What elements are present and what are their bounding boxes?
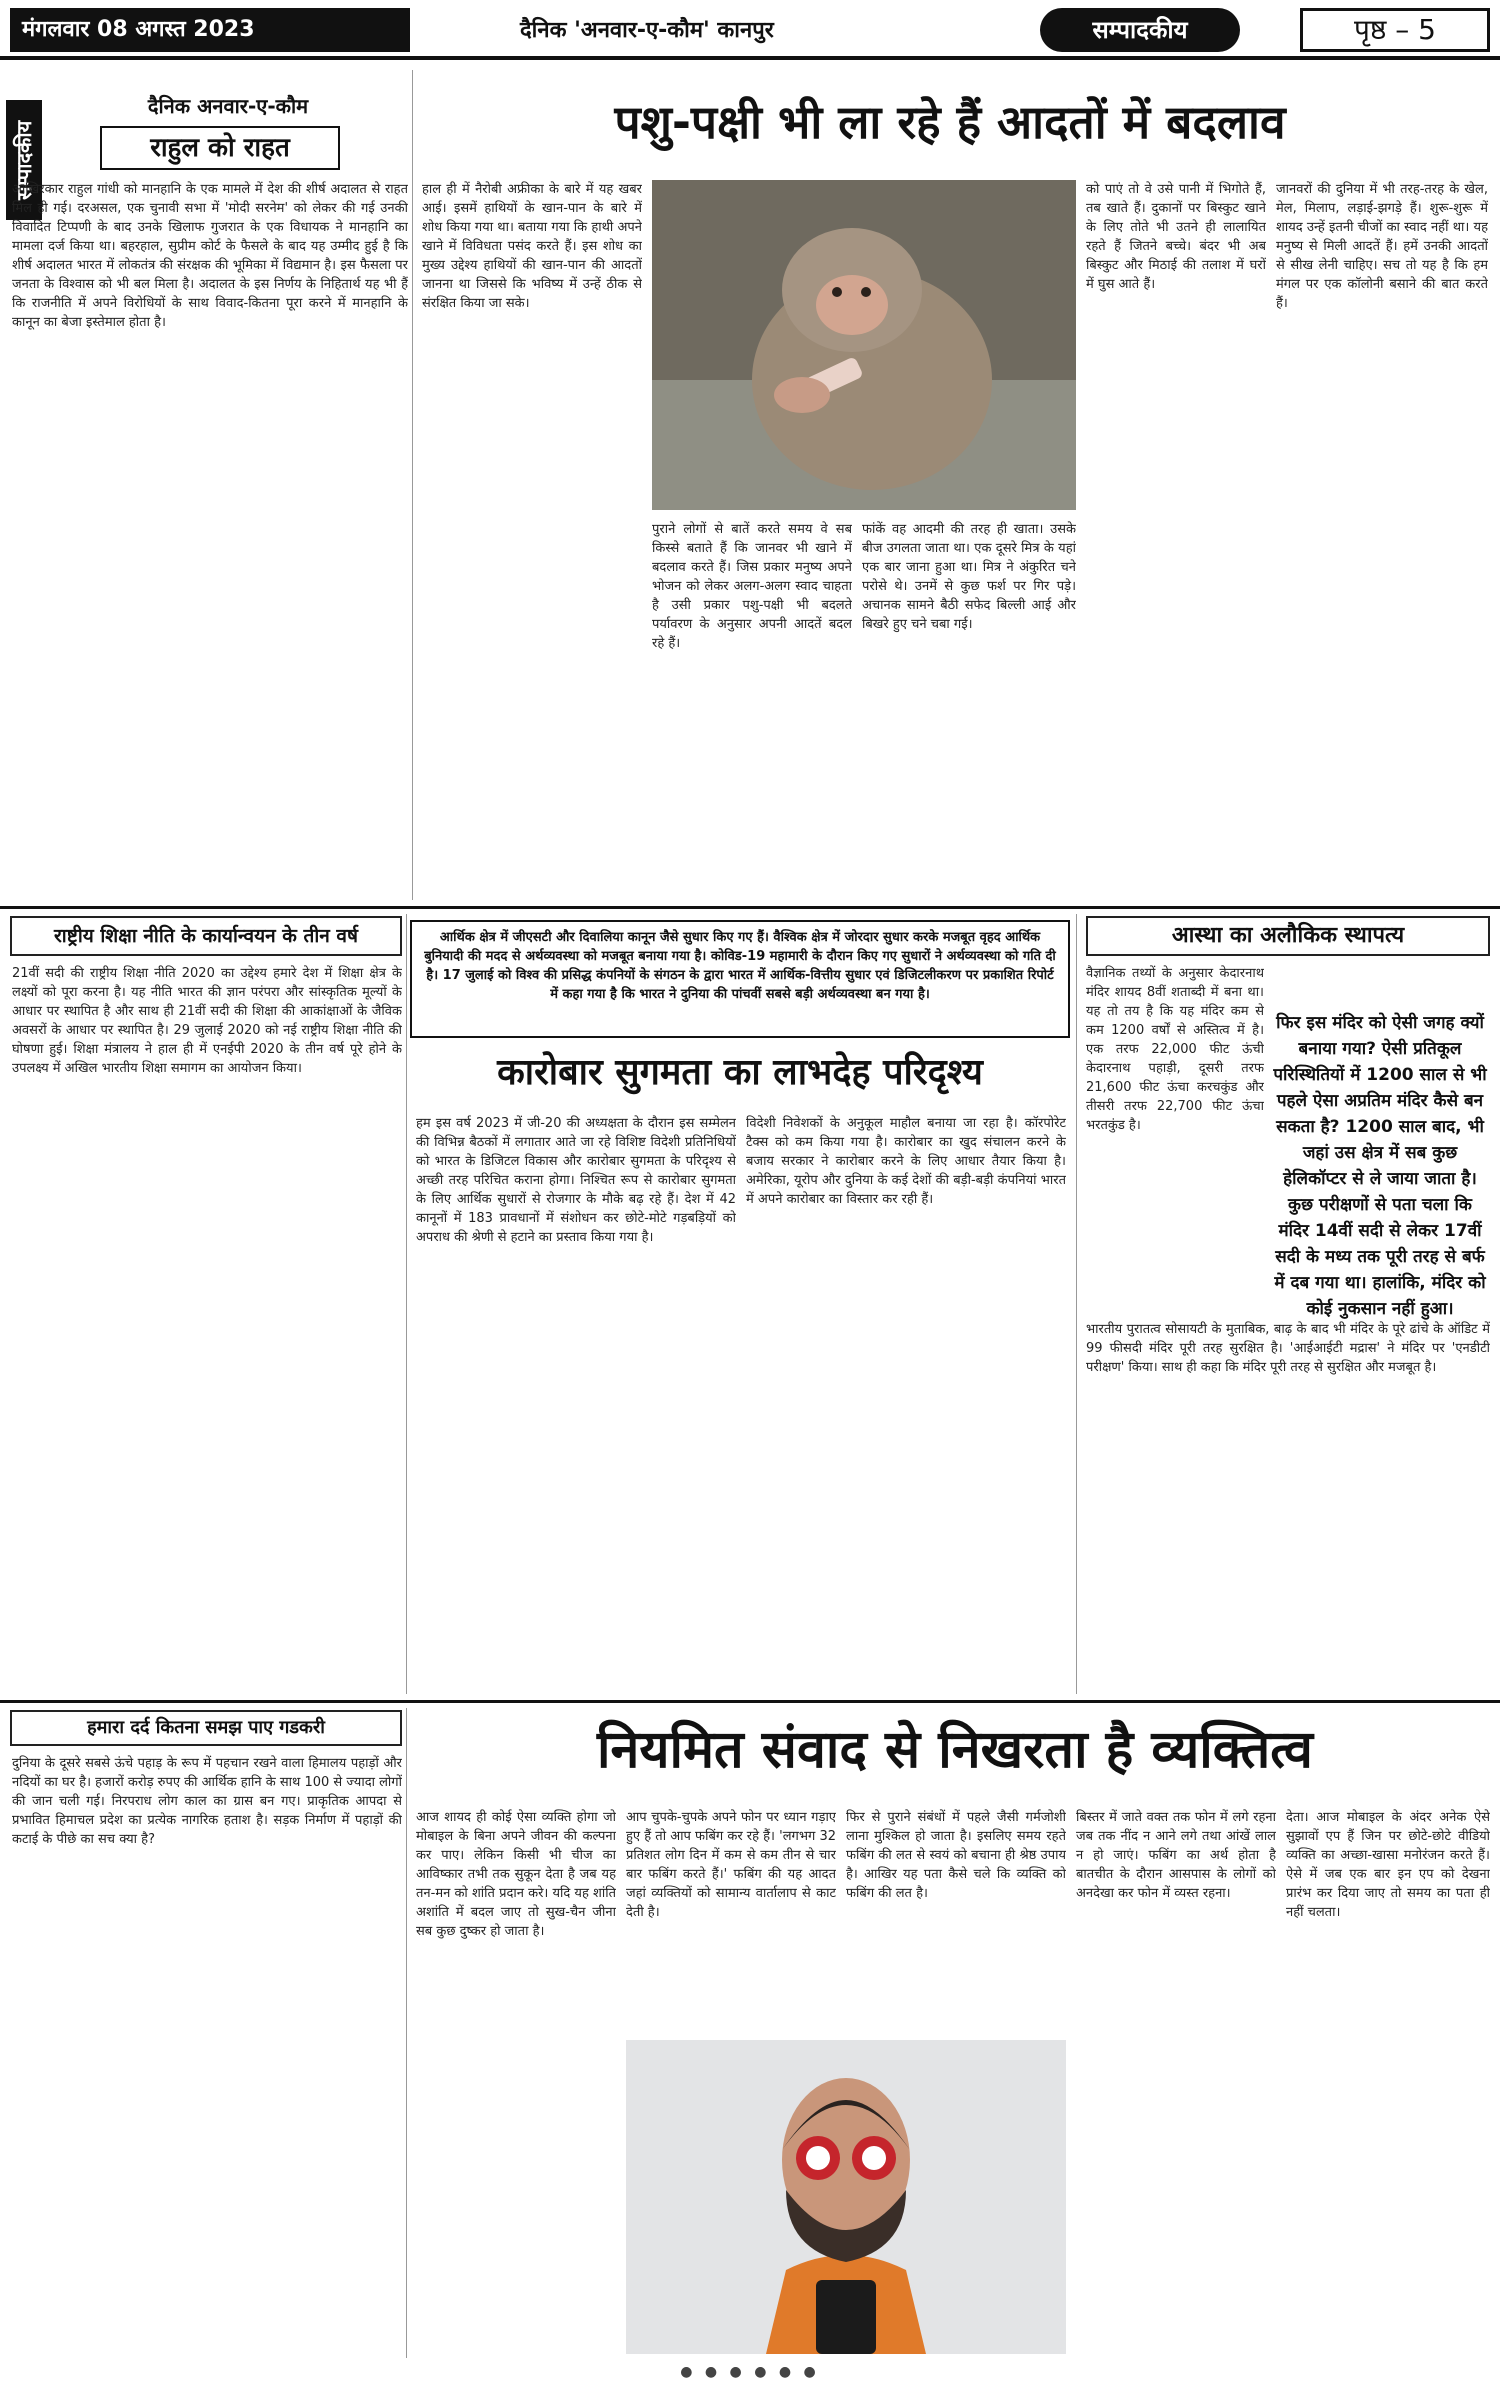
story4-body2: भारतीय पुरातत्व सोसायटी के मुताबिक, बाढ़ के बाद भी मंदिर के पूरे ढांचे के ऑडिट में 99 फीसदी मंदिर पूरी तरह सुरक्षित है। 'आईआईटी मद्रास' ने मंदिर पर 'एनडीटी परीक्षण' किया। साथ ही कहा कि मंदिर पूरी तरह से सुरक्षित और मजबूत है। — [1086, 1322, 1490, 1375]
editorial-title: राहुल को राहत — [100, 126, 340, 170]
story6-title: नियमित संवाद से निखरता है व्यक्तित्व — [597, 1720, 1313, 1780]
story4-title: आस्था का अलौकिक स्थापत्य — [1086, 916, 1490, 956]
story1-title: पशु-पक्षी भी ला रहे हैं आदतों में बदलाव — [614, 95, 1286, 149]
monkey-photo — [652, 180, 1076, 510]
story6-col3: फिर से पुराने संबंधों में पहले जैसी गर्मजोशी लाना मुश्किल हो जाता है। इसलिए समय रहते फबिंग की लत से स्वयं को बचाना ही श्रेष्ठ उपाय है। आखिर यह पता कैसे चले कि व्यक्ति को फबिंग की लत है। — [846, 1810, 1066, 1901]
story6-col4: बिस्तर में जाते वक्त तक फोन में लगे रहना जब तक नींद न आने लगे तथा आंखें लाल न हो जाएं। फबिंग का अर्थ होता है बातचीत के दौरान आसपास के लोगों को अनदेखा कर फोन में व्यस्त रहना। — [1076, 1810, 1276, 1901]
story4-pullquote: फिर इस मंदिर को ऐसी जगह क्यों बनाया गया? ऐसी प्रतिकूल परिस्थितियों में 1200 साल से भी पहले ऐसा अप्रतिम मंदिर कैसे बन सकता है? 1200 साल बाद, भी जहां उस क्षेत्र में सब कुछ हेलिकॉप्टर से ले जाया जाता है। कुछ परीक्षणों से पता चला कि मंदिर 14वीं सदी से लेकर 17वीं सदी के मध्य तक पूरी तरह से बर्फ में दब गया था। हालांकि, मंदिर को कोई नुकसान नहीं हुआ। — [1273, 1013, 1487, 1319]
story6-col2: आप चुपके-चुपके अपने फोन पर ध्यान गड़ाए हुए हैं तो आप फबिंग कर रहे हैं। 'लगभग 32 प्रतिशत लोग दिन में कम से कम तीन से चार बार फबिंग करते हैं।' फबिंग की यह आदत जहां व्यक्तियों को सामान्य वार्तालाप से काट देती है। — [626, 1810, 836, 1920]
story3-body: हम इस वर्ष 2023 में जी-20 की अध्यक्षता के दौरान इस सम्मेलन की विभिन्न बैठकों में लगातार आते जा रहे विशिष्ट विदेशी प्रतिनिधियों को भारत के डिजिटल विकास और कारोबार सुगमता के परिदृश्य से अच्छी तरह परिचित कराना होगा। निश्चित रूप से कारोबार सुगमता के लिए आर्थिक सुधारों से रोजगार के मौके बढ़ रहे हैं। देश में 42 कानूनों में 183 प्रावधानों में संशोधन कर छोटे-मोटे गड़बड़ियों को अपराध की श्रेणी से हटाने का प्रस्ताव किया गया है। — [416, 1116, 736, 1245]
registration-marks: ● ● ● ● ● ● — [680, 2364, 820, 2380]
story2-body: 21वीं सदी की राष्ट्रीय शिक्षा नीति 2020 का उद्देश्य हमारे देश में शिक्षा क्षेत्र के लक्ष्यों को पूरा करना है। यह नीति भारत की ज्ञान परंपरा और सांस्कृतिक मूल्यों के आधार पर स्थापित है और साथ ही 21वीं सदी की शिक्षा की आकांक्षाओं के जैविक अवसरों के आधार पर स्थापित है। 29 जुलाई 2020 को नई राष्ट्रीय शिक्षा नीति की घोषणा हुई। शिक्षा मंत्रालय ने हाल ही में एनईपी 2020 के तीन वर्ष पूरे होने के उपलक्ष्य में अखिल भारतीय शिक्षा समागम का आयोजन किया। — [12, 966, 402, 1076]
page-number: पृष्ठ – 5 — [1300, 8, 1490, 52]
story3-title: कारोबार सुगमता का लाभदेह परिदृश्य — [497, 1052, 983, 1093]
economy-banner: आर्थिक क्षेत्र में जीएसटी और दिवालिया कानून जैसे सुधार किए गए हैं। वैश्विक क्षेत्र में जोरदार सुधार करके मजबूत वृहद आर्थिक बुनियादी की मदद से अर्थव्यवस्था को मजबूत बनाया गया है। कोविड-19 महामारी के दौरान किए गए सुधारों ने अर्थव्यवस्था को गति दी है। 17 जुलाई को विश्व की प्रसिद्ध कंपनियों के संगठन के द्वारा भारत में आर्थिक-वित्तीय सुधार एवं डिजिटलीकरण पर प्रकाशित रिपोर्ट में कहा गया है कि भारत ने दुनिया की पांचवीं सबसे बड़ी अर्थव्यवस्था बन गया है। — [410, 920, 1070, 1038]
column-divider — [406, 1708, 407, 2358]
story3-body2: विदेशी निवेशकों के अनुकूल माहौल बनाया जा रहा है। कॉरपोरेट टैक्स को कम किया गया है। कारोबार का खुद संचालन करने के बजाय सरकार ने कारोबार करने के लिए आधार तैयार किया है। अमेरिका, यूरोप और दुनिया के कई देशों की बड़ी-बड़ी कंपनियां भारत में अपने कारोबार का विस्तार कर रही हैं। — [746, 1116, 1066, 1207]
section-divider — [0, 906, 1500, 909]
story1-col5: जानवरों की दुनिया में भी तरह-तरह के खेल, मेल, मिलाप, लड़ाई-झगड़े हैं। शुरू-शुरू में शायद उन्हें इतनी चीजों का स्वाद नहीं था। यह मनुष्य से मिली आदतें हैं। हमें उनकी आदतों से सीख लेनी चाहिए। सच तो यह है कि हम मंगल पर एक कॉलोनी बसाने की बात करते हैं। — [1276, 182, 1488, 311]
story1-col1: हाल ही में नैरोबी अफ्रीका के बारे में यह खबर आई। इसमें हाथियों के खान-पान के बारे में शोध किया गया था। बताया गया कि हाथी अपने खाने में विविधता पसंद करते हैं। इस शोध का मुख्य उद्देश्य हाथियों की खान-पान की आदतों जानना था जिससे कि भविष्य में उन्हें ठीक से संरक्षित किया जा सके। — [422, 182, 642, 311]
story5-body: दुनिया के दूसरे सबसे ऊंचे पहाड़ के रूप में पहचान रखने वाला हिमालय पहाड़ों और नदियों का घर है। हजारों करोड़ रुपए की आर्थिक हानि के साथ 100 से ज्यादा लोगों की जान चली गई। निरपराध लोग काल का ग्रास बन गए। प्राकृतिक आपदा से प्रभावित हिमाचल प्रदेश का प्रत्येक नागरिक हताश है। सड़क निर्माण में पहाड़ों की कटाई के पीछे का सच क्या है? — [12, 1756, 402, 1847]
editorial-side-label: सम्पादकीय — [6, 100, 42, 220]
masthead-bar — [0, 0, 1500, 60]
column-divider — [1076, 914, 1077, 1694]
editorial-kicker: दैनिक अनवार-ए-कौम — [147, 94, 309, 118]
section-tag: सम्पादकीय — [1040, 8, 1240, 52]
story1-col3: फांकें वह आदमी की तरह ही खाता। उसके बीज उगलता जाता था। एक दूसरे मित्र के यहां एक बार जाना हुआ था। मित्र ने अंकुरित चने परोसे थे। उनमें से कुछ फर्श पर गिर पड़े। अचानक सामने बैठी सफेद बिल्ली आई और बिखरे हुए चने चबा गई। — [862, 522, 1076, 632]
column-divider — [406, 914, 407, 1694]
story4-body: वैज्ञानिक तथ्यों के अनुसार केदारनाथ मंदिर शायद 8वीं शताब्दी में बना था। यह तो तय है कि यह मंदिर कम से कम 1200 वर्षों से अस्तित्व में है। एक तरफ 22,000 फीट ऊंची केदारनाथ पहाड़ी, दूसरी तरफ 21,600 फीट ऊंचा करचकुंड और तीसरी तरफ 22,700 फीट ऊंचा भरतकुंड है। — [1086, 966, 1264, 1133]
story5-title: हमारा दर्द कितना समझ पाए गडकरी — [10, 1710, 402, 1746]
story6-col1: आज शायद ही कोई ऐसा व्यक्ति होगा जो मोबाइल के बिना अपने जीवन की कल्पना कर पाए। लेकिन किसी भी चीज का आविष्कार तभी तक सुकून देता है जब यह तन-मन को शांति प्रदान करे। यदि यह शांति अशांति में बदल जाए तो सुख-चैन जीना सब कुछ दुष्कर हो जाता है। — [416, 1810, 616, 1939]
story1-col4: को पाएं तो वे उसे पानी में भिगोते हैं, तब खाते हैं। दुकानों पर बिस्कुट खाने के लिए तोते भी उतने ही लालायित रहते हैं जितने बच्चे। बंदर भी अब बिस्कुट और मिठाई की तलाश में घरों में घुस आते हैं। — [1086, 182, 1266, 292]
paper-name: दैनिक 'अनवार-ए-कौम' कानपुर — [520, 18, 774, 43]
story6-col5: देता। आज मोबाइल के अंदर अनेक ऐसे सुझावों एप हैं जिन पर छोटे-छोटे वीडियो व्यक्ति का अच्छा-खासा मनोरंजन करते हैं। ऐसे में जब एक बार इन एप को देखना प्रारंभ कर दिया जाए तो समय का पता ही नहीं चलता। — [1286, 1810, 1490, 1920]
story1-col2: पुराने लोगों से बातें करते समय वे सब किस्से बताते हैं कि जानवर भी खाने में बदलाव करते हैं। जिस प्रकार मनुष्य अपने भोजन को लेकर अलग-अलग स्वाद चाहता है उसी प्रकार पशु-पक्षी भी बदलते पर्यावरण के अनुसार अपनी आदतें बदल रहे हैं। — [652, 522, 852, 651]
man-phone-photo — [626, 2040, 1066, 2354]
section-divider — [0, 1700, 1500, 1703]
column-divider — [412, 70, 413, 900]
story2-title: राष्ट्रीय शिक्षा नीति के कार्यान्वयन के तीन वर्ष — [10, 916, 402, 956]
editorial-body: आखिरकार राहुल गांधी को मानहानि के एक मामले में देश की शीर्ष अदालत से राहत मिल ही गई। दरअसल, एक चुनावी सभा में 'मोदी सरनेम' को लेकर की गई उनकी विवादित टिप्पणी के बाद उनके खिलाफ गुजरात के एक विधायक ने मानहानि का मामला दर्ज किया था। बहरहाल, सुप्रीम कोर्ट के फैसले के बाद यह उम्मीद हुई है कि शीर्ष अदालत भारत में लोकतंत्र की संरक्षक की भूमिका में विद्यमान है। इस फैसला पर जनता के विश्वास को भी बल मिला है। अदालत के इस निर्णय के निहितार्थ यह भी हैं कि राजनीति में अपने विरोधियों के साथ विवाद-कितना पूरा करने में मानहानि के कानून का बेजा इस्तेमाल होता है। — [12, 182, 408, 330]
issue-date: मंगलवार 08 अगस्त 2023 — [10, 8, 410, 52]
